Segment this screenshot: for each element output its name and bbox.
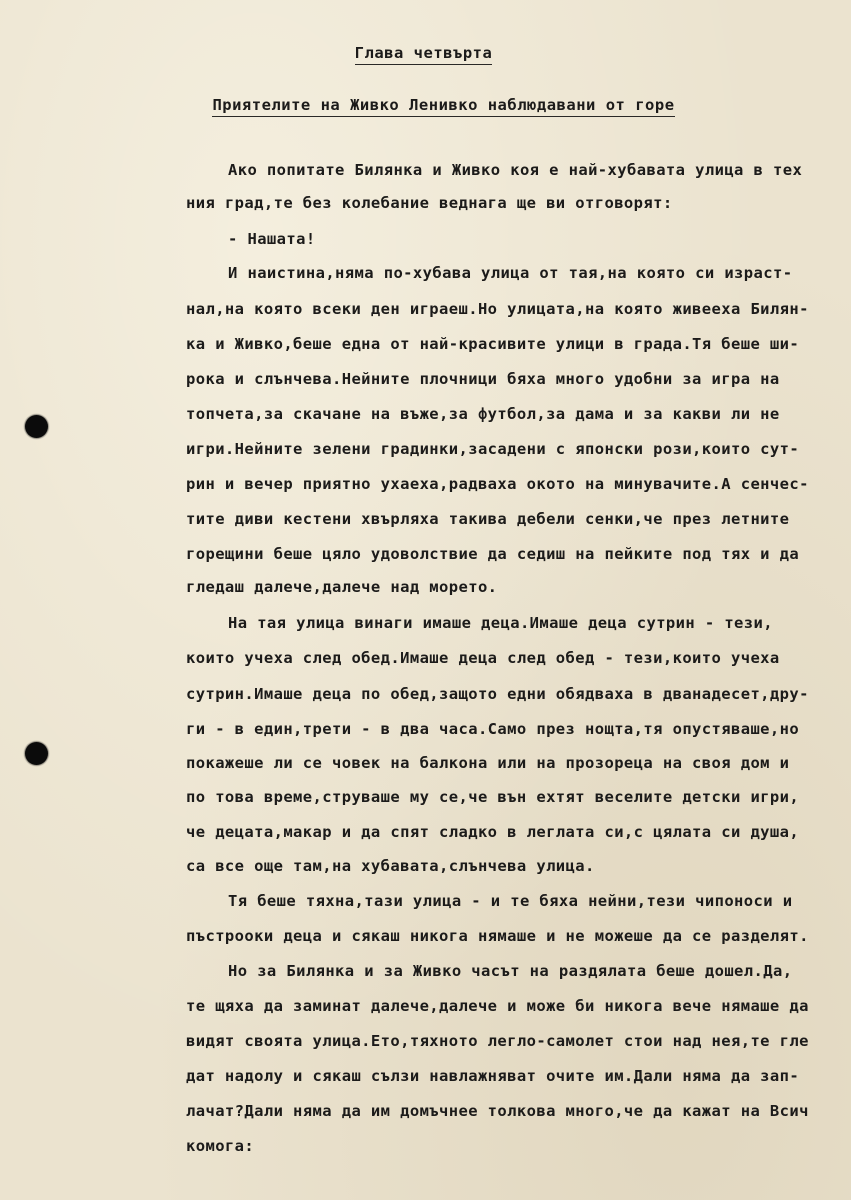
text-line: рин и вечер приятно ухаеха,радваха окото на минувачите.А сенчес- xyxy=(186,475,809,493)
text-line: че децата,макар и да спят сладко в леглата си,с цялата си душа, xyxy=(186,823,800,841)
text-line: рока и слънчева.Нейните плочници бяха много удобни за игра на xyxy=(186,370,780,388)
text-line: дат надолу и сякаш сълзи навлажняват очите им.Дали няма да зап- xyxy=(186,1067,800,1085)
chapter-subtitle-text: Приятелите на Живко Ленивко наблюдавани от горе xyxy=(212,96,674,117)
text-line: ка и Живко,беше една от най-красивите улици в града.Тя беше ши- xyxy=(186,335,800,353)
chapter-title-text: Глава четвърта xyxy=(355,44,493,65)
text-line: са все още там,на хубавата,слънчева улица. xyxy=(186,857,595,875)
text-line: нал,на която всеки ден играеш.Но улицата,на която живееха Билян- xyxy=(186,300,809,318)
text-line: сутрин.Имаше деца по обед,защото едни обядваха в дванадесет,дру- xyxy=(186,685,809,703)
text-line: На тая улица винаги имаше деца.Имаше деца сутрин - тези, xyxy=(228,614,773,632)
text-line: Но за Билянка и за Живко часът на раздялата беше дошел.Да, xyxy=(228,962,793,980)
text-line: покажеше ли се човек на балкона или на прозореца на своя дом и xyxy=(186,754,790,772)
text-line: комога: xyxy=(186,1137,255,1155)
text-line: ги - в един,трети - в два часа.Само през нощта,тя опустяваше,но xyxy=(186,720,800,738)
text-line: - Нашата! xyxy=(228,230,316,248)
punch-hole xyxy=(25,415,48,438)
text-line: горещини беше цяло удоволствие да седиш на пейките под тях и да xyxy=(186,545,800,563)
punch-hole xyxy=(25,742,48,765)
text-line: по това време,струваше му се,че вън ехтят веселите детски игри, xyxy=(186,788,800,806)
text-line: гледаш далече,далече над морето. xyxy=(186,578,498,596)
text-line: лачат?Дали няма да им домъчнее толкова много,че да кажат на Всич xyxy=(186,1102,809,1120)
text-line: Ако попитате Билянка и Живко коя е най-хубавата улица в тех xyxy=(228,161,803,179)
text-line: ния град,те без колебание веднага ще ви отговорят: xyxy=(186,194,673,212)
text-line: които учеха след обед.Имаше деца след обед - тези,които учеха xyxy=(186,649,780,667)
text-line: видят своята улица.Ето,тяхното легло-самолет стои над нея,те гле xyxy=(186,1032,809,1050)
text-line: тите диви кестени хвърляха такива дебели сенки,че през летните xyxy=(186,510,790,528)
chapter-title xyxy=(0,44,849,62)
text-line: топчета,за скачане на въже,за футбол,за дама и за какви ли не xyxy=(186,405,780,423)
text-line: И наистина,няма по-хубава улица от тая,на която си израст- xyxy=(228,264,793,282)
text-line: пъстрооки деца и сякаш никога нямаше и не можеше да се разделят. xyxy=(186,927,809,945)
text-line: игри.Нейните зелени градинки,засадени с японски рози,които сут- xyxy=(186,440,800,458)
text-line: Тя беше тяхна,тази улица - и те бяха нейни,тези чипоноси и xyxy=(228,892,793,910)
text-line: те щяха да заминат далече,далече и може би никога вече нямаше да xyxy=(186,997,809,1015)
chapter-subtitle xyxy=(18,96,851,114)
